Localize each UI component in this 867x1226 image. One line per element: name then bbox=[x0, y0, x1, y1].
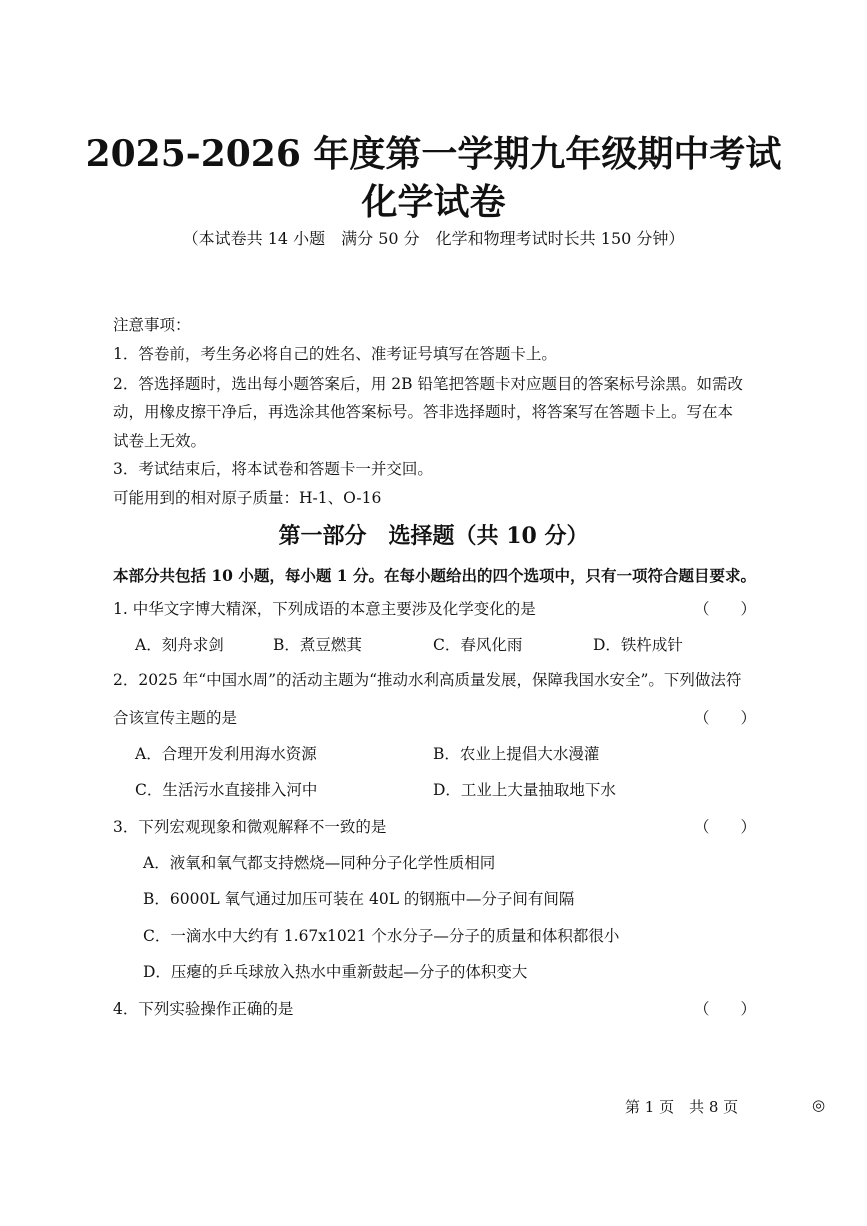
part1-heading: 第一部分 选择题（共 10 分） bbox=[278, 523, 589, 549]
question-1-option-c: C．春风化雨 bbox=[433, 636, 523, 654]
note-item-2-line-3: 试卷上无效。 bbox=[113, 432, 207, 450]
question-2-option-c: C．生活污水直接排入河中 bbox=[135, 781, 318, 799]
exam-info: （本试卷共 14 小题 满分 50 分 化学和物理考试时长共 150 分钟） bbox=[182, 229, 685, 248]
question-1-option-d: D．铁杵成针 bbox=[593, 636, 683, 654]
question-3-stem: 3．下列宏观现象和微观解释不一致的是 bbox=[113, 818, 387, 836]
question-1-stem: 1. 中华文字博大精深，下列成语的本意主要涉及化学变化的是 bbox=[113, 600, 536, 618]
question-1-option-a: A．刻舟求剑 bbox=[135, 636, 224, 654]
question-2-stem-line-2: 合该宣传主题的是 bbox=[113, 709, 238, 727]
exam-title: 2025-2026 年度第一学期九年级期中考试 bbox=[85, 133, 782, 175]
question-1-option-b: B．煮豆燃萁 bbox=[273, 636, 362, 654]
note-item-3: 3．考试结束后，将本试卷和答题卡一并交回。 bbox=[113, 460, 433, 478]
question-3-option-a: A．液氧和氧气都支持燃烧—同种分子化学性质相同 bbox=[143, 854, 496, 872]
question-2-stem-line-1: 2．2025 年“中国水周”的活动主题为“推动水利高质量发展，保障我国水安全”。下列做法符 bbox=[113, 671, 742, 689]
question-3-option-d: D．压瘪的乒乓球放入热水中重新鼓起—分子的体积变大 bbox=[143, 963, 528, 981]
notes-heading: 注意事项： bbox=[113, 316, 191, 334]
atomic-mass-note: 可能用到的相对原子质量：H-1、O-16 bbox=[113, 489, 382, 507]
question-1-answer-blank: （ ） bbox=[694, 600, 757, 618]
question-4-answer-blank: （ ） bbox=[694, 1000, 757, 1018]
question-4-stem: 4．下列实验操作正确的是 bbox=[113, 1000, 294, 1018]
question-3-answer-blank: （ ） bbox=[694, 818, 757, 836]
question-3-option-b: B．6000L 氧气通过加压可装在 40L 的钢瓶中—分子间有间隔 bbox=[143, 890, 575, 908]
subject-title: 化学试卷 bbox=[361, 181, 506, 223]
footer-mark-icon: ◎ bbox=[812, 1096, 826, 1114]
note-item-2-line-1: 2．答选择题时，选出每小题答案后，用 2B 铅笔把答题卡对应题目的答案标号涂黑。如需改 bbox=[113, 375, 743, 393]
question-2-option-d: D．工业上大量抽取地下水 bbox=[433, 781, 616, 799]
question-2-option-b: B．农业上提倡大水漫灌 bbox=[433, 745, 600, 763]
question-2-answer-blank: （ ） bbox=[694, 709, 757, 727]
part1-instructions: 本部分共包括 10 小题，每小题 1 分。在每小题给出的四个选项中，只有一项符合题目要求。 bbox=[113, 566, 756, 585]
note-item-1: 1．答卷前，考生务必将自己的姓名、准考证号填写在答题卡上。 bbox=[113, 345, 557, 363]
note-item-2-line-2: 动，用橡皮擦干净后，再选涂其他答案标号。答非选择题时，将答案写在答题卡上。写在本 bbox=[113, 403, 734, 421]
question-3-option-c: C．一滴水中大约有 1.67x1021 个水分子—分子的质量和体积都很小 bbox=[143, 927, 620, 945]
question-2-option-a: A．合理开发利用海水资源 bbox=[135, 745, 317, 763]
page-number: 第 1 页 共 8 页 bbox=[625, 1098, 739, 1116]
